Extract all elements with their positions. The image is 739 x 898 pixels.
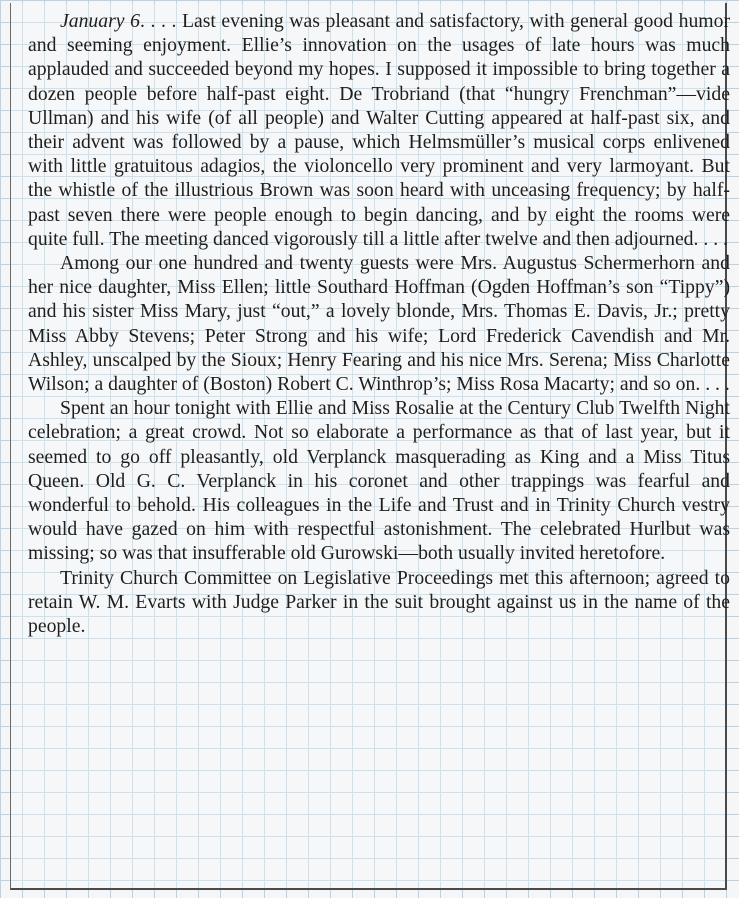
diary-entry (28, 9, 730, 638)
entry-date: January 6 (60, 10, 140, 32)
paragraph-1 (28, 9, 730, 251)
paragraph-3: Spent an hour tonight with Ellie and Miss Rosalie at the Century Club Twelfth Night celebration; a great crowd. Not so elaborate a performance as that of last year, but it seemed to go off pleasantly, old Verplanck masquerading as King and a Miss Titus Queen. Old G. C. Verplanck in his coronet and other trappings was fearful and wonderful to behold. His colleagues in the Life and Trust and in Trinity Church vestry would have gazed on him with respectful astonishment. The celebrated Hurlbut was missing; so was that insufferable old Gurowski—both usually invited heretofore. (28, 397, 730, 565)
paragraph-1-text: . . . . Last evening was pleasant and satisfactory, with general good humor and seeming enjoyment. Ellie’s innovation on the usages of late hours was much applauded and succeeded beyond my hopes. I supposed it impossible to bring together a dozen people before half-past eight. De Trobriand (that “hungry Frenchman”—vide Ullman) and his wife (of all people) and Walter Cutting appeared at half-past six, and their advent was followed by a pause, which Helmsmüller’s musical corps enlivened with little gratuitous adagios, the violoncello very prominent and very larmoyant. But the whistle of the illustrious Brown was soon heard with unceasing frequency; by half-past seven there were people enough to begin dancing, and by eight the rooms were quite full. The meeting danced vigorously till a little after twelve and then adjourned. . . . (28, 10, 730, 250)
newspaper-clipping (10, 3, 730, 890)
paragraph-4: Trinity Church Committee on Legislative Proceedings met this afternoon; agreed to retain W. M. Evarts with Judge Parker in the suit brought against us in the name of the people. (28, 566, 730, 638)
paragraph-2: Among our one hundred and twenty guests were Mrs. Augustus Schermerhorn and her nice daughter, Miss Ellen; little Southard Hoffman (Ogden Hoffman’s son “Tippy”) and his sister Miss Mary, just “out,” a lovely blonde, Mrs. Thomas E. Davis, Jr.; pretty Miss Abby Stevens; Peter Strong and his wife; Lord Frederick Cavendish and Mr. Ashley, unscalped by the Sioux; Henry Fearing and his nice Mrs. Serena; Miss Charlotte Wilson; a daughter of (Boston) Robert C. Winthrop’s; Miss Rosa Macarty; and so on. . . . (28, 252, 730, 396)
